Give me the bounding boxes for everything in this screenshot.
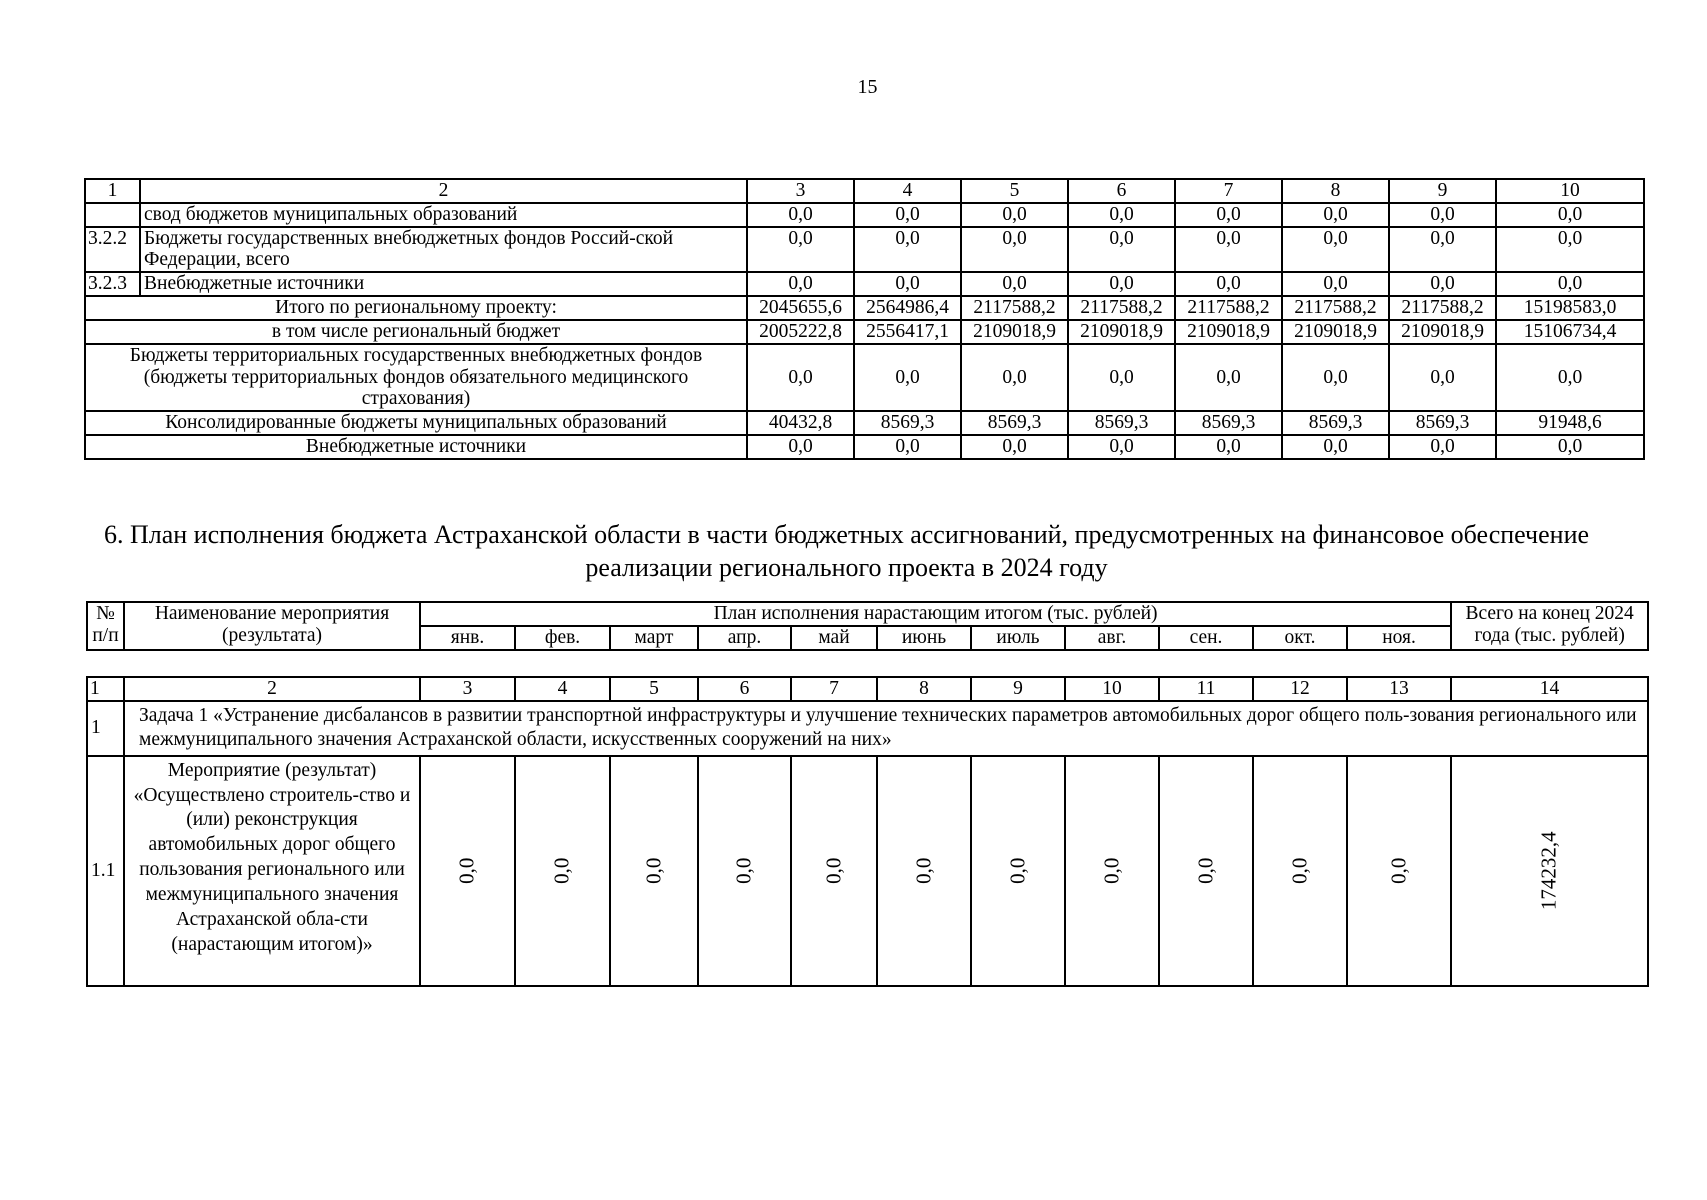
month-value: 0,0 xyxy=(1193,857,1218,884)
column-header: 2 xyxy=(124,677,420,701)
month-value-cell xyxy=(1065,756,1159,986)
task-row xyxy=(87,701,1648,756)
month-value: 0,0 xyxy=(1386,857,1411,884)
value-cell: 15198583,0 xyxy=(1496,296,1644,320)
value-cell: 2564986,4 xyxy=(854,296,961,320)
value-cell: 0,0 xyxy=(1175,344,1282,411)
value-cell: 0,0 xyxy=(961,272,1068,296)
item-name: Мероприятие (результат) «Осуществлено строитель-ство и (или) реконструкция автомобильных дорог общего пользования регионального или межмуниципального значения Астраханской обла-сти (нарастающим итогом)» xyxy=(124,756,420,986)
value-cell: 8569,3 xyxy=(961,411,1068,435)
value-cell: 0,0 xyxy=(854,435,961,459)
total-row-name: Консолидированные бюджеты муниципальных образований xyxy=(85,411,747,435)
value-cell: 0,0 xyxy=(1496,203,1644,227)
row-name: свод бюджетов муниципальных образований xyxy=(140,203,747,227)
value-cell: 0,0 xyxy=(854,344,961,411)
value-cell: 2117588,2 xyxy=(1175,296,1282,320)
value-cell: 0,0 xyxy=(1068,344,1175,411)
total-row-name: Внебюджетные источники xyxy=(85,435,747,459)
column-header: 3 xyxy=(420,677,515,701)
value-cell: 0,0 xyxy=(747,272,854,296)
table-row xyxy=(85,227,1644,273)
value-cell: 0,0 xyxy=(747,344,854,411)
value-cell: 0,0 xyxy=(854,227,961,273)
budget-summary-table xyxy=(84,178,1645,460)
value-cell: 0,0 xyxy=(961,227,1068,273)
value-cell: 0,0 xyxy=(1389,227,1496,273)
row-code xyxy=(85,203,140,227)
column-header-plan: План исполнения нарастающим итогом (тыс. рублей) xyxy=(420,602,1451,626)
table-row xyxy=(85,203,1644,227)
total-row xyxy=(85,411,1644,435)
value-cell: 2005222,8 xyxy=(747,320,854,344)
column-header: 1 xyxy=(85,179,140,203)
value-cell: 2109018,9 xyxy=(1068,320,1175,344)
column-header: 8 xyxy=(1282,179,1389,203)
value-cell: 0,0 xyxy=(961,344,1068,411)
value-cell: 0,0 xyxy=(1282,227,1389,273)
value-cell: 8569,3 xyxy=(1068,411,1175,435)
value-cell: 0,0 xyxy=(1068,435,1175,459)
total-row-name: Итого по региональному проекту: xyxy=(85,296,747,320)
value-cell: 0,0 xyxy=(1496,435,1644,459)
month-value: 0,0 xyxy=(641,857,666,884)
total-row xyxy=(85,435,1644,459)
row-code: 3.2.2 xyxy=(85,227,140,273)
value-cell: 0,0 xyxy=(1496,227,1644,273)
column-header: 3 xyxy=(747,179,854,203)
value-cell: 0,0 xyxy=(747,227,854,273)
value-cell: 40432,8 xyxy=(747,411,854,435)
value-cell: 0,0 xyxy=(1175,203,1282,227)
column-header-number: № п/п xyxy=(87,602,124,650)
month-value-cell xyxy=(515,756,610,986)
value-cell: 2045655,6 xyxy=(747,296,854,320)
column-header-total: Всего на конец 2024 года (тыс. рублей) xyxy=(1451,602,1648,650)
value-cell: 0,0 xyxy=(747,435,854,459)
column-header: 13 xyxy=(1347,677,1451,701)
value-cell: 0,0 xyxy=(854,272,961,296)
value-cell: 0,0 xyxy=(854,203,961,227)
column-header: 6 xyxy=(1068,179,1175,203)
month-value-cell xyxy=(877,756,971,986)
value-cell: 0,0 xyxy=(1068,203,1175,227)
value-cell: 2117588,2 xyxy=(1282,296,1389,320)
column-header: 10 xyxy=(1065,677,1159,701)
column-header: 9 xyxy=(1389,179,1496,203)
column-header: 5 xyxy=(610,677,698,701)
value-cell: 8569,3 xyxy=(1175,411,1282,435)
plan-header-table xyxy=(86,601,1649,651)
column-header: 14 xyxy=(1451,677,1648,701)
value-cell: 0,0 xyxy=(747,203,854,227)
month-header: окт. xyxy=(1253,626,1347,650)
item-number: 1.1 xyxy=(87,756,124,986)
value-cell: 2117588,2 xyxy=(1389,296,1496,320)
value-cell: 0,0 xyxy=(1068,272,1175,296)
value-cell: 0,0 xyxy=(1389,272,1496,296)
value-cell: 8569,3 xyxy=(1282,411,1389,435)
month-header: март xyxy=(610,626,698,650)
column-header: 2 xyxy=(140,179,747,203)
plan-body-table xyxy=(86,676,1649,987)
page-number: 15 xyxy=(857,76,878,98)
value-cell: 0,0 xyxy=(961,203,1068,227)
value-cell: 8569,3 xyxy=(854,411,961,435)
value-cell: 0,0 xyxy=(961,435,1068,459)
task-description: Задача 1 «Устранение дисбалансов в развитии транспортной инфраструктуры и улучшение технических параметров автомобильных дорог общего поль-зования регионального или межмуниципального значения Астраханской области, искусственных сооружений на них» xyxy=(124,701,1648,756)
column-header: 7 xyxy=(1175,179,1282,203)
row-name: Бюджеты государственных внебюджетных фондов Россий-ской Федерации, всего xyxy=(140,227,747,273)
month-header: сен. xyxy=(1159,626,1253,650)
column-header: 10 xyxy=(1496,179,1644,203)
value-cell: 0,0 xyxy=(1389,203,1496,227)
column-header: 4 xyxy=(515,677,610,701)
month-value-cell xyxy=(791,756,877,986)
value-cell: 2556417,1 xyxy=(854,320,961,344)
column-header: 5 xyxy=(961,179,1068,203)
month-value-cell xyxy=(698,756,791,986)
section-title: 6. План исполнения бюджета Астраханской области в части бюджетных ассигнований, предусмотренных на финансовое обеспечение реализации регионального проекта в 2024 году xyxy=(103,520,1590,582)
value-cell: 8569,3 xyxy=(1389,411,1496,435)
value-cell: 0,0 xyxy=(1175,227,1282,273)
month-value: 0,0 xyxy=(1099,857,1124,884)
month-header: апр. xyxy=(698,626,791,650)
value-cell: 0,0 xyxy=(1282,344,1389,411)
column-header-name: Наименование мероприятия (результата) xyxy=(124,602,420,650)
value-cell: 2117588,2 xyxy=(1068,296,1175,320)
total-row xyxy=(85,320,1644,344)
column-header: 4 xyxy=(854,179,961,203)
value-cell: 0,0 xyxy=(1282,272,1389,296)
value-cell: 0,0 xyxy=(1068,227,1175,273)
row-name: Внебюджетные источники xyxy=(140,272,747,296)
value-cell: 0,0 xyxy=(1175,435,1282,459)
table-header-row xyxy=(87,602,1648,626)
total-row-name: Бюджеты территориальных государственных внебюджетных фондов (бюджеты территориальных фондов обязательного медицинского страхования) xyxy=(85,344,747,411)
month-value-cell xyxy=(1253,756,1347,986)
month-value: 0,0 xyxy=(1005,857,1030,884)
row-code: 3.2.3 xyxy=(85,272,140,296)
table-row xyxy=(85,272,1644,296)
value-cell: 91948,6 xyxy=(1496,411,1644,435)
month-header: июнь xyxy=(877,626,971,650)
value-cell: 15106734,4 xyxy=(1496,320,1644,344)
month-value-cell xyxy=(420,756,515,986)
month-value: 0,0 xyxy=(731,857,756,884)
column-header: 11 xyxy=(1159,677,1253,701)
value-cell: 0,0 xyxy=(1389,435,1496,459)
column-header: 6 xyxy=(698,677,791,701)
month-header: июль xyxy=(971,626,1065,650)
month-value: 0,0 xyxy=(821,857,846,884)
value-cell: 2109018,9 xyxy=(1282,320,1389,344)
column-header: 1 xyxy=(87,677,124,701)
month-header: авг. xyxy=(1065,626,1159,650)
value-cell: 0,0 xyxy=(1389,344,1496,411)
month-value: 0,0 xyxy=(911,857,936,884)
value-cell: 2117588,2 xyxy=(961,296,1068,320)
value-cell: 0,0 xyxy=(1496,344,1644,411)
month-value-cell xyxy=(1347,756,1451,986)
item-row xyxy=(87,756,1648,986)
column-header: 7 xyxy=(791,677,877,701)
table-header-row xyxy=(85,179,1644,203)
value-cell: 2109018,9 xyxy=(1389,320,1496,344)
month-value-cell xyxy=(971,756,1065,986)
month-value: 0,0 xyxy=(454,857,479,884)
value-cell: 0,0 xyxy=(1282,203,1389,227)
column-header: 9 xyxy=(971,677,1065,701)
value-cell: 0,0 xyxy=(1175,272,1282,296)
total-row xyxy=(85,296,1644,320)
total-row-name: в том числе региональный бюджет xyxy=(85,320,747,344)
month-header: янв. xyxy=(420,626,515,650)
value-cell: 2109018,9 xyxy=(1175,320,1282,344)
total-value: 174232,4 xyxy=(1536,831,1561,910)
task-number: 1 xyxy=(87,701,124,756)
month-value: 0,0 xyxy=(549,857,574,884)
value-cell: 2109018,9 xyxy=(961,320,1068,344)
column-header: 12 xyxy=(1253,677,1347,701)
total-row xyxy=(85,344,1644,411)
month-header: ноя. xyxy=(1347,626,1451,650)
table-header-row xyxy=(87,677,1648,701)
month-header: май xyxy=(791,626,877,650)
value-cell: 0,0 xyxy=(1282,435,1389,459)
total-value-cell xyxy=(1451,756,1648,986)
month-value: 0,0 xyxy=(1287,857,1312,884)
month-value-cell xyxy=(1159,756,1253,986)
value-cell: 0,0 xyxy=(1496,272,1644,296)
month-value-cell xyxy=(610,756,698,986)
column-header: 8 xyxy=(877,677,971,701)
month-header: фев. xyxy=(515,626,610,650)
